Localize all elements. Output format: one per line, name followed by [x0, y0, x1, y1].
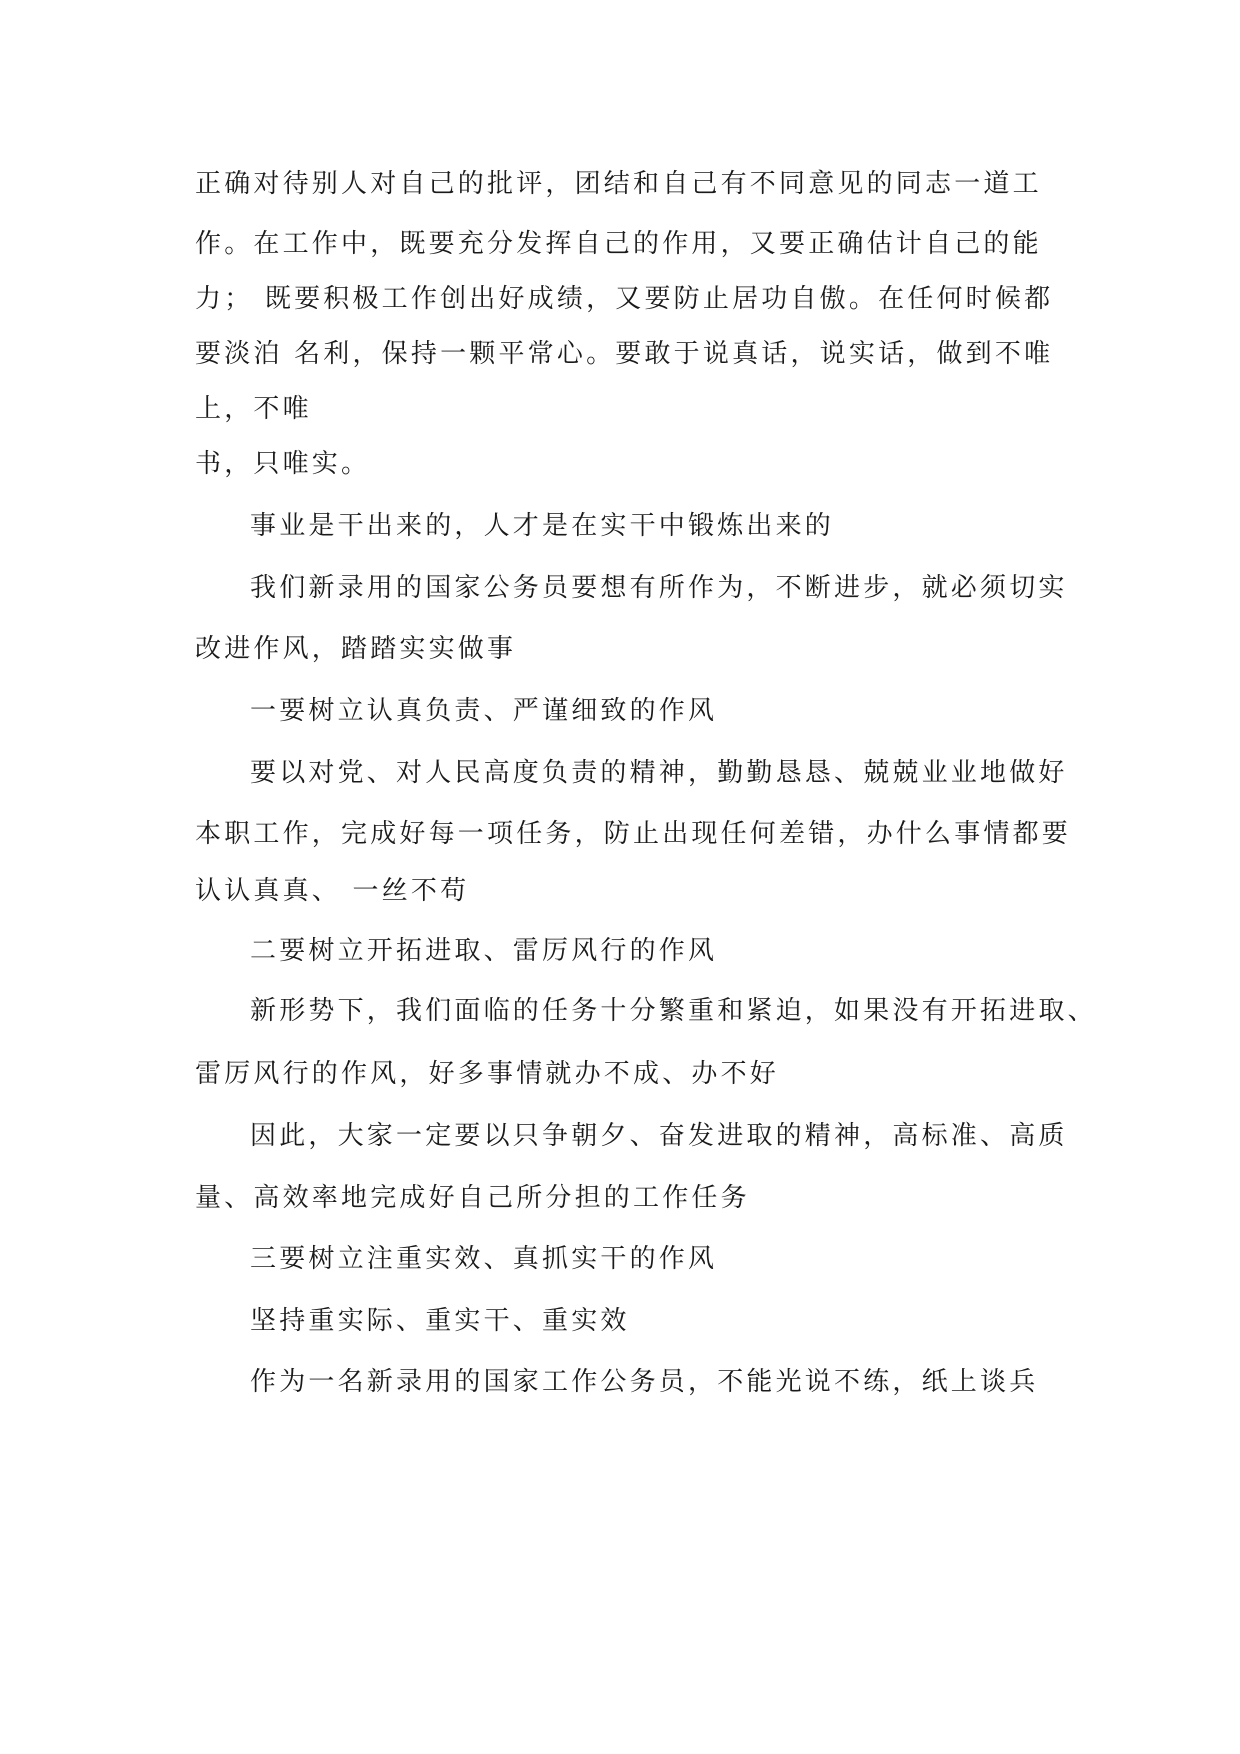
paragraph-line: 因此，大家一定要以只争朝夕、奋发进取的精神，高标准、高质 [250, 1121, 1068, 1151]
paragraph-line: 上，不唯 [195, 394, 312, 424]
paragraph-line: 事业是干出来的，人才是在实干中锻炼出来的 [250, 511, 835, 541]
paragraph-line: 书，只唯实。 [195, 449, 371, 479]
paragraph-line: 要淡泊 名利，保持一颗平常心。要敢于说真话，说实话，做到不唯 [195, 339, 1054, 369]
paragraph-line: 力； 既要积极工作创出好成绩，又要防止居功自傲。在任何时候都 [195, 284, 1054, 314]
paragraph-line: 量、高效率地完成好自己所分担的工作任务 [195, 1183, 750, 1213]
paragraph-line: 改进作风，踏踏实实做事 [195, 634, 517, 664]
paragraph-line: 本职工作，完成好每一项任务，防止出现任何差错，办什么事情都要 [195, 819, 1072, 849]
paragraph-line: 要以对党、对人民高度负责的精神，勤勤恳恳、兢兢业业地做好 [250, 758, 1068, 788]
paragraph-line: 坚持重实际、重实干、重实效 [250, 1306, 630, 1336]
paragraph-line: 正确对待别人对自己的批评，团结和自己有不同意见的同志一道工 [195, 169, 1042, 199]
paragraph-line: 认认真真、 一丝不苟 [195, 876, 470, 906]
paragraph-line: 一要树立认真负责、严谨细致的作风 [250, 696, 718, 726]
paragraph-line: 我们新录用的国家公务员要想有所作为，不断进步，就必须切实 [250, 573, 1068, 603]
paragraph-line: 雷厉风行的作风，好多事情就办不成、办不好 [195, 1059, 780, 1089]
paragraph-line: 新形势下，我们面临的任务十分繁重和紧迫，如果没有开拓进取、 [250, 996, 1097, 1026]
paragraph-line: 作。在工作中，既要充分发挥自己的作用，又要正确估计自己的能 [195, 229, 1042, 259]
paragraph-line: 二要树立开拓进取、雷厉风行的作风 [250, 936, 718, 966]
paragraph-line: 三要树立注重实效、真抓实干的作风 [250, 1244, 718, 1274]
paragraph-line: 作为一名新录用的国家工作公务员，不能光说不练，纸上谈兵 [250, 1367, 1039, 1397]
